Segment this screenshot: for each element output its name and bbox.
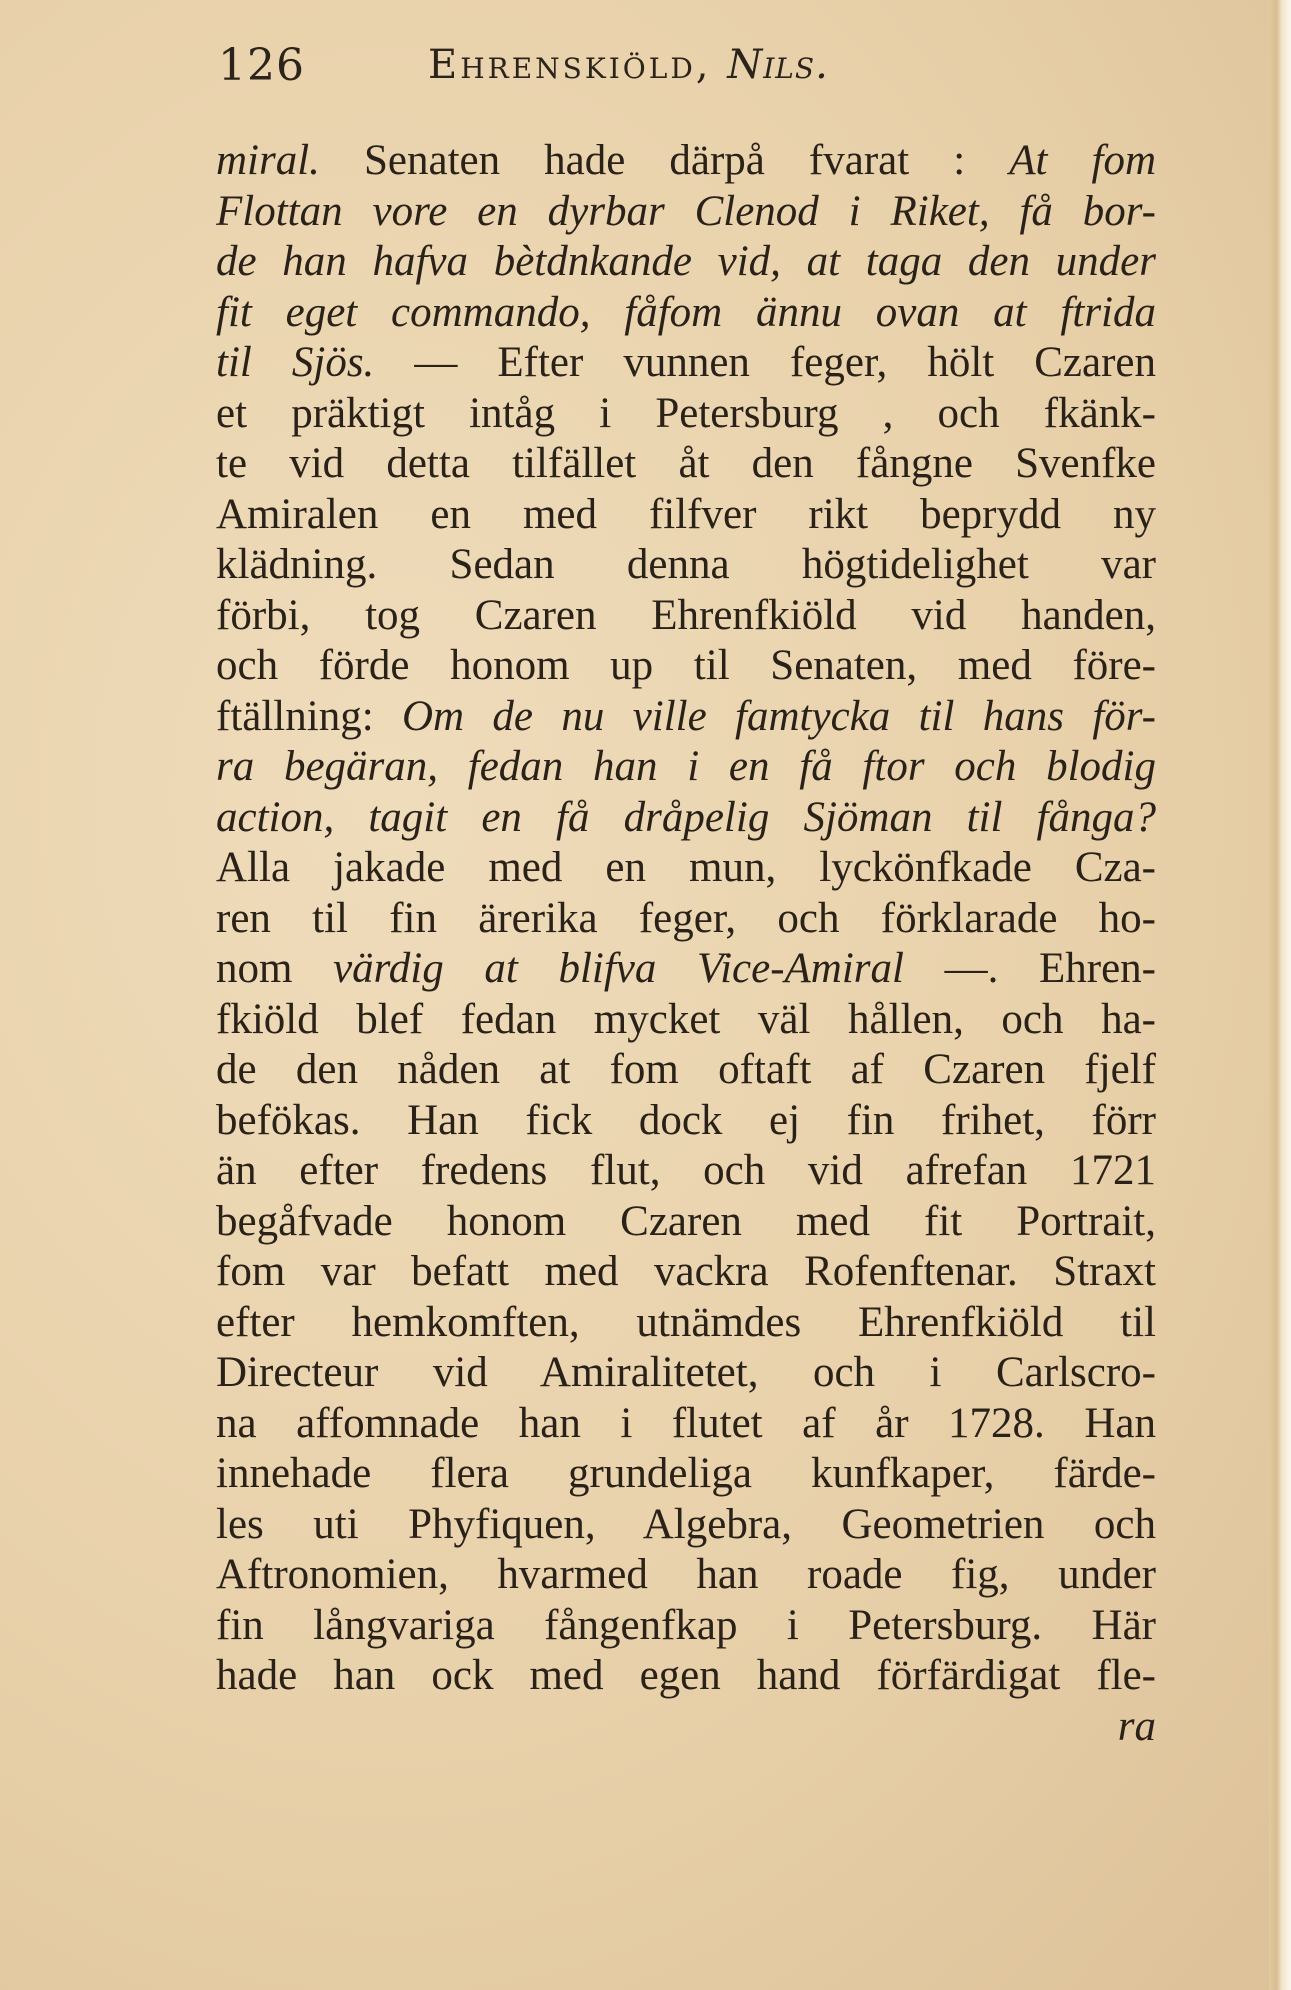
text-line: och förde honom up til Senaten, med före- (216, 642, 1156, 689)
text-line: ra begäran, fedan han i en få ftor och blodig (216, 743, 1156, 790)
text-line: befökas. Han fick dock ej fin frihet, förr (216, 1096, 1156, 1144)
text-line: nom värdig at blifva Vice-Amiral —. Ehren- (216, 945, 1156, 992)
text-line: te vid detta tilfället åt den fångne Svenfke (216, 440, 1156, 487)
text-line: miral. Senaten hade därpå fvarat : At fom (216, 137, 1156, 184)
text-line: Flottan vore en dyrbar Clenod i Riket, få bor- (216, 187, 1156, 235)
text-line: än efter fredens flut, och vid afrefan 1721 (216, 1147, 1156, 1194)
running-head-surname: Ehrenskiöld, (428, 42, 712, 88)
running-head (428, 42, 829, 88)
text-line: fkiöld blef fedan mycket väl hållen, och ha- (216, 995, 1156, 1043)
text-line: Amiralen en med filfver rikt beprydd ny (216, 490, 1156, 538)
text-line: de han hafva bètdnkande vid, at taga den under (216, 238, 1156, 285)
text-line: et präktigt intåg i Petersburg , och fkänk- (216, 389, 1156, 437)
text-line: til Sjös. — Efter vunnen feger, hölt Czaren (216, 339, 1156, 386)
running-head-forename: Nils. (727, 42, 829, 88)
text-line: na affomnade han i flutet af år 1728. Han (216, 1399, 1156, 1447)
text-line: action, tagit en få dråpelig Sjöman til fånga? (216, 793, 1156, 841)
text-line: Aftronomien, hvarmed han roade fig, under (216, 1551, 1156, 1598)
text-line: de den nåden at fom oftaft af Czaren fjelf (216, 1046, 1156, 1093)
text-line: förbi, tog Czaren Ehrenfkiöld vid handen, (216, 591, 1156, 639)
text-line: fin långvariga fångenfkap i Petersburg. Här (216, 1601, 1156, 1649)
page-edge (1269, 0, 1291, 1990)
text-line: hade han ock med egen hand förfärdigat fle- (216, 1652, 1156, 1699)
text-line: Directeur vid Amiralitetet, och i Carlscro- (216, 1349, 1156, 1396)
text-line: les uti Phyfiquen, Algebra, Geometrien och (216, 1500, 1156, 1548)
text-line: fit eget commando, fåfom ännu ovan at ftrida (216, 288, 1156, 336)
text-line: fom var befatt med vackra Rofenftenar. Straxt (216, 1248, 1156, 1295)
text-line: Alla jakade med en mun, lyckönfkade Cza- (216, 844, 1156, 891)
text-line: efter hemkomften, utnämdes Ehrenfkiöld til (216, 1298, 1156, 1346)
text-line: innehade flera grundeliga kunfkaper, färde- (216, 1450, 1156, 1497)
page-number: 126 (218, 40, 305, 91)
text-line: ftällning: Om de nu ville famtycka til hans för- (216, 692, 1156, 740)
text-line: klädning. Sedan denna högtidelighet var (216, 541, 1156, 588)
catchword: ra (1117, 1702, 1156, 1750)
body-text (216, 136, 1156, 1752)
text-line: ren til fin ärerika feger, och förklarade ho- (216, 894, 1156, 942)
page-header (218, 40, 1158, 104)
text-line: begåfvade honom Czaren med fit Portrait, (216, 1197, 1156, 1245)
